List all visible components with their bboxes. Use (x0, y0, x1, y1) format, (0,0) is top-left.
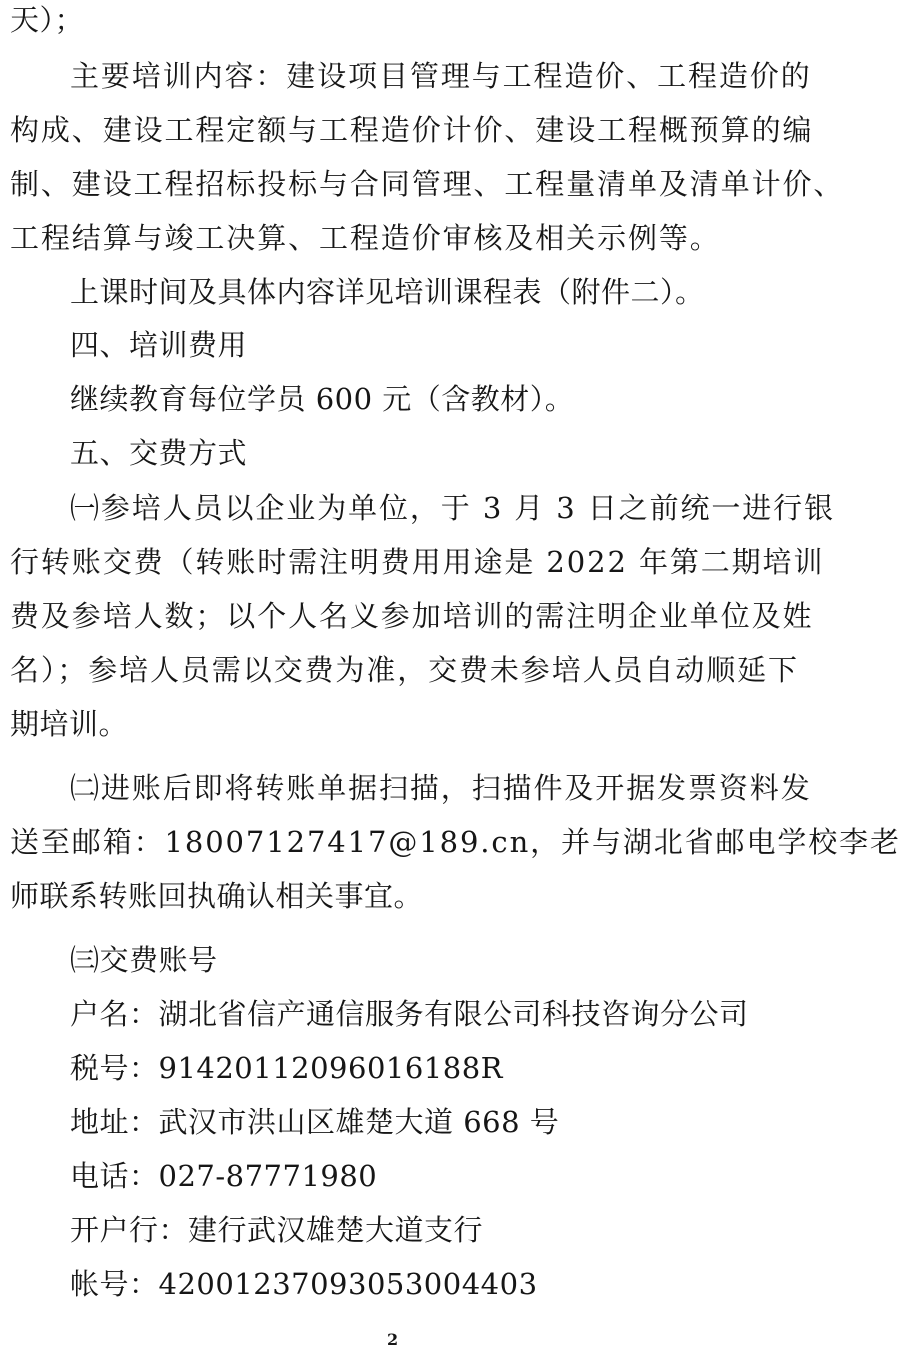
page-number: 2 (387, 1330, 399, 1349)
text-line-2: 主要培训内容：建设项目管理与工程造价、工程造价的 (70, 59, 812, 93)
text-line-8: 继续教育每位学员 600 元（含教材）。 (70, 382, 575, 416)
account-number: 帐号：42001237093053004403 (70, 1267, 538, 1301)
address: 地址：武汉市洪山区雄楚大道 668 号 (70, 1105, 560, 1139)
section-heading-fees: 四、培训费用 (70, 328, 248, 362)
text-line-1: 天）； (10, 3, 85, 37)
account-name: 户名：湖北省信产通信服务有限公司科技咨询分公司 (70, 997, 749, 1031)
text-line-3: 构成、建设工程定额与工程造价计价、建设工程概预算的编 (10, 113, 814, 147)
text-line-4: 制、建设工程招标投标与合同管理、工程量清单及清单计价、 (10, 167, 845, 201)
text-line-11: 行转账交费（转账时需注明费用用途是 2022 年第二期培训 (10, 545, 825, 579)
bank-name: 开户行：建行武汉雄楚大道支行 (70, 1213, 484, 1247)
text-line-10: ㈠参培人员以企业为单位，于 3 月 3 日之前统一进行银 (70, 491, 835, 525)
text-line-14: 期培训。 (10, 707, 129, 741)
tax-number: 税号：91420112096016188R (70, 1051, 503, 1085)
text-line-5: 工程结算与竣工决算、工程造价审核及相关示例等。 (10, 221, 721, 255)
text-line-6: 上课时间及具体内容详见培训课程表（附件二）。 (70, 275, 705, 309)
text-line-12: 费及参培人数；以个人名义参加培训的需注明企业单位及姓 (10, 599, 814, 633)
text-line-16: 送至邮箱：18007127417@189.cn，并与湖北省邮电学校李老 (10, 825, 901, 859)
phone: 电话：027-87771980 (70, 1159, 378, 1193)
text-line-17: 师联系转账回执确认相关事宜。 (10, 879, 424, 913)
text-line-13: 名）；参培人员需以交费为准，交费未参培人员自动顺延下 (10, 653, 799, 687)
text-line-15: ㈡进账后即将转账单据扫描，扫描件及开据发票资料发 (70, 771, 812, 805)
section-heading-payment: 五、交费方式 (70, 436, 248, 470)
subsection-heading-account: ㈢交费账号 (70, 943, 218, 977)
